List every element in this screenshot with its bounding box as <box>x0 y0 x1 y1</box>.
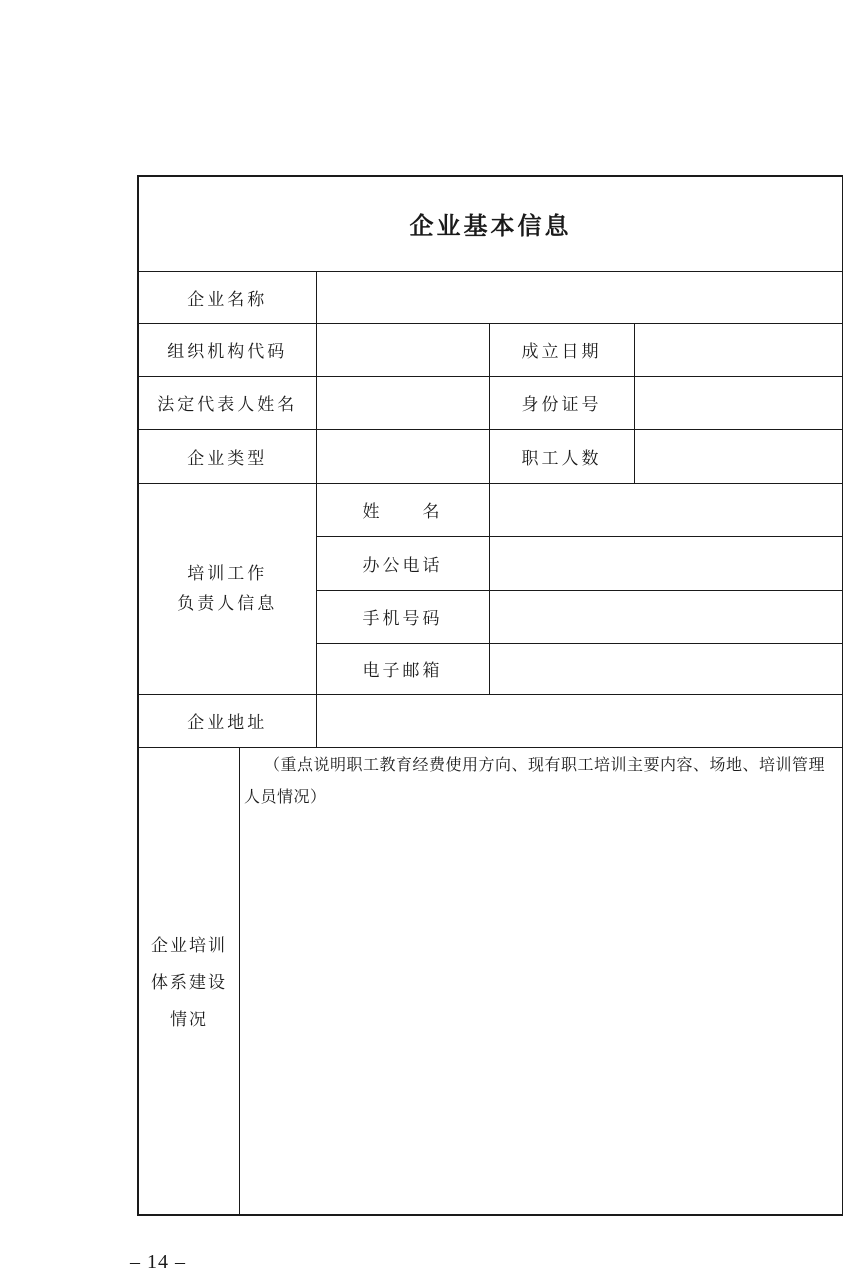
training-system-label <box>139 748 240 1214</box>
org-code-field[interactable] <box>316 323 489 376</box>
office-phone-field[interactable] <box>489 536 843 590</box>
training-contact-label-line2: 负责人信息 <box>177 593 278 613</box>
enterprise-name-label: 企业名称 <box>138 271 316 323</box>
legal-rep-name-field[interactable] <box>316 376 489 429</box>
training-system-row <box>139 748 842 1214</box>
training-system-field[interactable] <box>240 748 842 1214</box>
org-code-label: 组织机构代码 <box>138 323 316 376</box>
training-system-note: （重点说明职工教育经费使用方向、现有职工培训主要内容、场地、培训管理人员情况） <box>244 756 826 806</box>
training-system-label-line2: 体系建设 <box>151 973 227 992</box>
address-label: 企业地址 <box>138 694 316 747</box>
employee-count-label: 职工人数 <box>489 429 634 483</box>
legal-rep-name-label: 法定代表人姓名 <box>138 376 316 429</box>
address-field[interactable] <box>316 694 843 747</box>
training-contact-label-line1: 培训工作 <box>187 563 268 583</box>
training-system-label-line3: 情况 <box>170 1010 208 1029</box>
contact-name-field[interactable] <box>489 483 843 536</box>
founding-date-field[interactable] <box>634 323 843 376</box>
training-contact-label <box>138 483 316 694</box>
mobile-number-label: 手机号码 <box>316 590 489 643</box>
enterprise-name-field[interactable] <box>316 271 843 323</box>
mobile-number-field[interactable] <box>489 590 843 643</box>
training-system-section <box>138 747 843 1215</box>
employee-count-field[interactable] <box>634 429 843 483</box>
office-phone-label: 办公电话 <box>316 536 489 590</box>
email-field[interactable] <box>489 643 843 694</box>
form-title: 企业基本信息 <box>138 176 843 271</box>
enterprise-type-label: 企业类型 <box>138 429 316 483</box>
contact-name-label: 姓 名 <box>316 483 489 536</box>
founding-date-label: 成立日期 <box>489 323 634 376</box>
id-number-label: 身份证号 <box>489 376 634 429</box>
training-system-label-line1: 企业培训 <box>151 936 227 955</box>
page-number: – 14 – <box>130 1251 186 1273</box>
email-label: 电子邮箱 <box>316 643 489 694</box>
enterprise-type-field[interactable] <box>316 429 489 483</box>
id-number-field[interactable] <box>634 376 843 429</box>
enterprise-info-form <box>137 175 843 1216</box>
